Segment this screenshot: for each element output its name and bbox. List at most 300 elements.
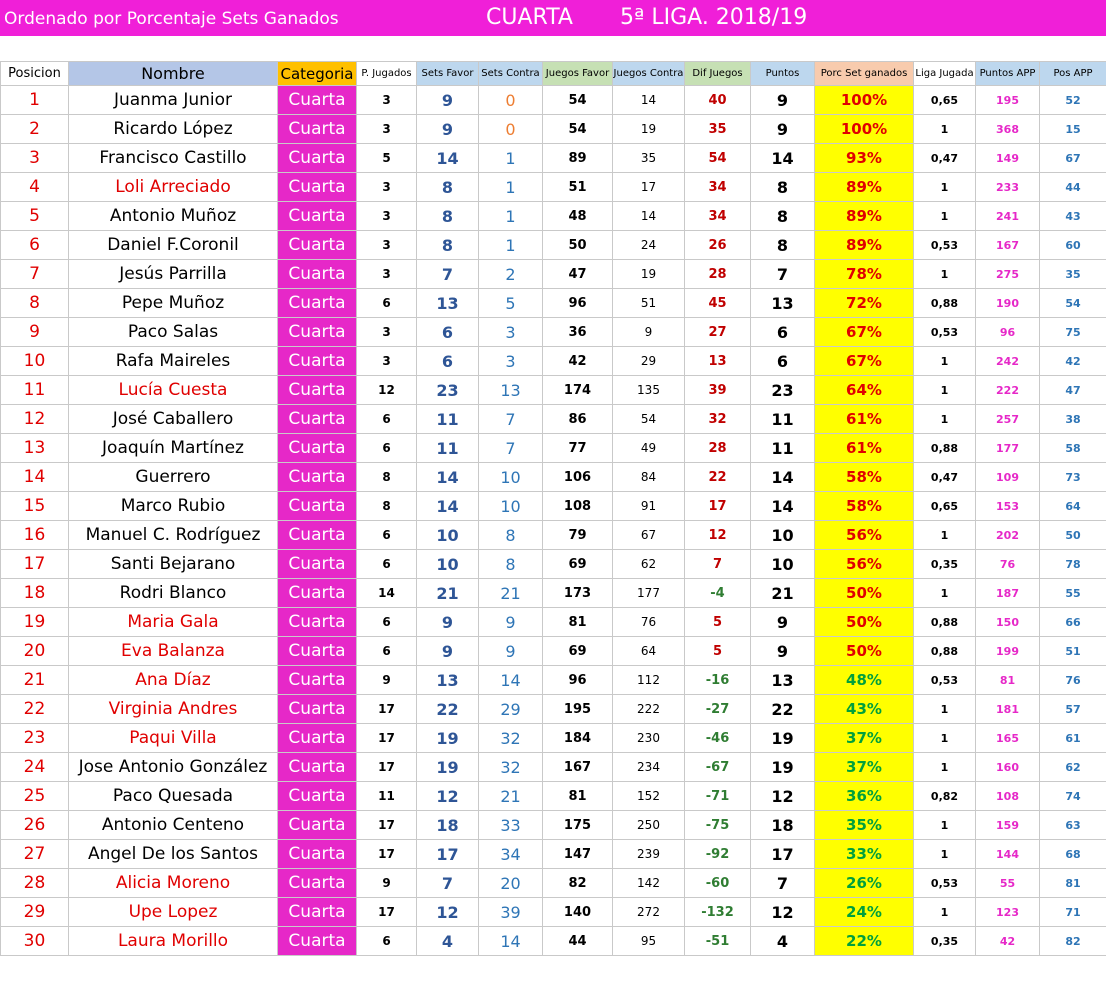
- cell-sets-favor: 9: [417, 637, 479, 666]
- cell-nombre: Paco Salas: [69, 318, 278, 347]
- cell-juegos-contra: 64: [613, 637, 685, 666]
- table-row: [1, 608, 1106, 637]
- cell-puntos: 8: [751, 231, 815, 260]
- cell-posicion: 22: [1, 695, 69, 724]
- cell-nombre: Rafa Maireles: [69, 347, 278, 376]
- cell-posicion: 18: [1, 579, 69, 608]
- cell-liga-jugada: 1: [914, 260, 976, 289]
- cell-categoria: Cuarta: [278, 666, 357, 695]
- cell-puntos: 12: [751, 898, 815, 927]
- cell-nombre: Angel De los Santos: [69, 840, 278, 869]
- cell-categoria: Cuarta: [278, 289, 357, 318]
- cell-juegos-contra: 19: [613, 260, 685, 289]
- cell-sets-contra: 3: [479, 347, 543, 376]
- cell-dif-juegos: 45: [685, 289, 751, 318]
- table-row: [1, 898, 1106, 927]
- cell-categoria: Cuarta: [278, 724, 357, 753]
- cell-liga-jugada: 0,82: [914, 782, 976, 811]
- cell-sets-contra: 8: [479, 521, 543, 550]
- header-porc-sets-ganados[interactable]: Porc Set ganados: [815, 62, 914, 86]
- cell-liga-jugada: 1: [914, 173, 976, 202]
- cell-porc-sets-ganados: 33%: [815, 840, 914, 869]
- cell-sets-contra: 7: [479, 434, 543, 463]
- cell-puntos: 8: [751, 202, 815, 231]
- cell-porc-sets-ganados: 93%: [815, 144, 914, 173]
- cell-pos-app: 68: [1040, 840, 1106, 869]
- table-row: [1, 231, 1106, 260]
- cell-pos-app: 15: [1040, 115, 1106, 144]
- cell-porc-sets-ganados: 22%: [815, 927, 914, 956]
- cell-categoria: Cuarta: [278, 434, 357, 463]
- cell-juegos-contra: 51: [613, 289, 685, 318]
- cell-porc-sets-ganados: 89%: [815, 231, 914, 260]
- cell-partidos-jugados: 6: [357, 405, 417, 434]
- cell-posicion: 5: [1, 202, 69, 231]
- cell-sets-favor: 9: [417, 608, 479, 637]
- cell-nombre: Juanma Junior: [69, 86, 278, 115]
- table-row: [1, 637, 1106, 666]
- cell-porc-sets-ganados: 89%: [815, 202, 914, 231]
- cell-sets-favor: 18: [417, 811, 479, 840]
- cell-porc-sets-ganados: 58%: [815, 492, 914, 521]
- cell-pos-app: 62: [1040, 753, 1106, 782]
- cell-pos-app: 51: [1040, 637, 1106, 666]
- cell-puntos: 4: [751, 927, 815, 956]
- cell-sets-favor: 22: [417, 695, 479, 724]
- cell-juegos-contra: 49: [613, 434, 685, 463]
- cell-sets-contra: 8: [479, 550, 543, 579]
- cell-porc-sets-ganados: 78%: [815, 260, 914, 289]
- header-sets-favor[interactable]: Sets Favor: [417, 62, 479, 86]
- cell-sets-contra: 1: [479, 231, 543, 260]
- cell-pos-app: 66: [1040, 608, 1106, 637]
- table-row: [1, 376, 1106, 405]
- header-dif-juegos[interactable]: Dif Juegos: [685, 62, 751, 86]
- header-liga-jugada[interactable]: Liga Jugada: [914, 62, 976, 86]
- cell-nombre: Laura Morillo: [69, 927, 278, 956]
- table-row: [1, 782, 1106, 811]
- cell-juegos-favor: 174: [543, 376, 613, 405]
- cell-juegos-favor: 167: [543, 753, 613, 782]
- cell-posicion: 2: [1, 115, 69, 144]
- cell-puntos-app: 153: [976, 492, 1040, 521]
- cell-dif-juegos: 22: [685, 463, 751, 492]
- cell-sets-contra: 1: [479, 202, 543, 231]
- cell-juegos-contra: 95: [613, 927, 685, 956]
- cell-juegos-favor: 54: [543, 86, 613, 115]
- cell-nombre: Antonio Muñoz: [69, 202, 278, 231]
- cell-partidos-jugados: 6: [357, 434, 417, 463]
- table-row: [1, 434, 1106, 463]
- cell-nombre: Manuel C. Rodríguez: [69, 521, 278, 550]
- cell-sets-favor: 11: [417, 405, 479, 434]
- cell-partidos-jugados: 3: [357, 86, 417, 115]
- cell-posicion: 7: [1, 260, 69, 289]
- cell-puntos: 7: [751, 869, 815, 898]
- cell-nombre: Pepe Muñoz: [69, 289, 278, 318]
- cell-posicion: 27: [1, 840, 69, 869]
- cell-nombre: Daniel F.Coronil: [69, 231, 278, 260]
- cell-juegos-favor: 96: [543, 289, 613, 318]
- cell-pos-app: 60: [1040, 231, 1106, 260]
- cell-liga-jugada: 0,53: [914, 666, 976, 695]
- cell-dif-juegos: 40: [685, 86, 751, 115]
- cell-partidos-jugados: 3: [357, 318, 417, 347]
- table-row: [1, 579, 1106, 608]
- table-row: [1, 463, 1106, 492]
- cell-categoria: Cuarta: [278, 318, 357, 347]
- cell-porc-sets-ganados: 24%: [815, 898, 914, 927]
- cell-puntos: 23: [751, 376, 815, 405]
- cell-dif-juegos: 34: [685, 202, 751, 231]
- cell-dif-juegos: -71: [685, 782, 751, 811]
- cell-puntos-app: 81: [976, 666, 1040, 695]
- cell-puntos: 9: [751, 608, 815, 637]
- cell-juegos-favor: 81: [543, 782, 613, 811]
- cell-juegos-contra: 35: [613, 144, 685, 173]
- cell-partidos-jugados: 17: [357, 753, 417, 782]
- cell-partidos-jugados: 14: [357, 579, 417, 608]
- cell-categoria: Cuarta: [278, 898, 357, 927]
- cell-posicion: 6: [1, 231, 69, 260]
- cell-juegos-contra: 19: [613, 115, 685, 144]
- cell-dif-juegos: 28: [685, 260, 751, 289]
- cell-sets-contra: 10: [479, 463, 543, 492]
- cell-pos-app: 64: [1040, 492, 1106, 521]
- cell-categoria: Cuarta: [278, 260, 357, 289]
- cell-sets-contra: 5: [479, 289, 543, 318]
- cell-dif-juegos: -67: [685, 753, 751, 782]
- cell-sets-contra: 32: [479, 724, 543, 753]
- cell-juegos-contra: 152: [613, 782, 685, 811]
- cell-juegos-contra: 250: [613, 811, 685, 840]
- cell-posicion: 13: [1, 434, 69, 463]
- cell-pos-app: 54: [1040, 289, 1106, 318]
- cell-juegos-contra: 17: [613, 173, 685, 202]
- cell-categoria: Cuarta: [278, 521, 357, 550]
- cell-partidos-jugados: 11: [357, 782, 417, 811]
- cell-categoria: Cuarta: [278, 869, 357, 898]
- cell-puntos: 9: [751, 115, 815, 144]
- cell-nombre: Paco Quesada: [69, 782, 278, 811]
- cell-nombre: Maria Gala: [69, 608, 278, 637]
- cell-sets-contra: 39: [479, 898, 543, 927]
- cell-puntos-app: 257: [976, 405, 1040, 434]
- cell-puntos: 8: [751, 173, 815, 202]
- cell-puntos: 6: [751, 318, 815, 347]
- cell-juegos-contra: 9: [613, 318, 685, 347]
- cell-liga-jugada: 0,53: [914, 318, 976, 347]
- cell-dif-juegos: -75: [685, 811, 751, 840]
- cell-nombre: Alicia Moreno: [69, 869, 278, 898]
- cell-sets-favor: 8: [417, 231, 479, 260]
- cell-posicion: 28: [1, 869, 69, 898]
- header-nombre[interactable]: Nombre: [69, 62, 278, 86]
- standings-body: [1, 86, 1106, 956]
- cell-dif-juegos: 34: [685, 173, 751, 202]
- header-posicion[interactable]: Posicion: [1, 62, 69, 86]
- cell-liga-jugada: 0,35: [914, 550, 976, 579]
- cell-sets-favor: 17: [417, 840, 479, 869]
- header-categoria[interactable]: Categoria: [278, 62, 357, 86]
- cell-liga-jugada: 1: [914, 202, 976, 231]
- cell-posicion: 25: [1, 782, 69, 811]
- cell-sets-favor: 6: [417, 318, 479, 347]
- cell-liga-jugada: 0,88: [914, 637, 976, 666]
- cell-porc-sets-ganados: 50%: [815, 608, 914, 637]
- cell-puntos: 9: [751, 637, 815, 666]
- cell-porc-sets-ganados: 35%: [815, 811, 914, 840]
- header-sets-contra[interactable]: Sets Contra: [479, 62, 543, 86]
- cell-sets-favor: 19: [417, 753, 479, 782]
- cell-dif-juegos: 13: [685, 347, 751, 376]
- cell-posicion: 4: [1, 173, 69, 202]
- cell-liga-jugada: 0,65: [914, 86, 976, 115]
- cell-puntos-app: 195: [976, 86, 1040, 115]
- cell-juegos-favor: 77: [543, 434, 613, 463]
- cell-nombre: José Caballero: [69, 405, 278, 434]
- cell-posicion: 9: [1, 318, 69, 347]
- header-row: [1, 62, 1106, 86]
- header-juegos-favor[interactable]: Juegos Favor: [543, 62, 613, 86]
- cell-sets-contra: 3: [479, 318, 543, 347]
- cell-dif-juegos: -46: [685, 724, 751, 753]
- table-row: [1, 405, 1106, 434]
- cell-puntos-app: 181: [976, 695, 1040, 724]
- header-juegos-contra[interactable]: Juegos Contra: [613, 62, 685, 86]
- cell-posicion: 1: [1, 86, 69, 115]
- cell-puntos: 7: [751, 260, 815, 289]
- cell-sets-contra: 14: [479, 927, 543, 956]
- cell-pos-app: 76: [1040, 666, 1106, 695]
- standings-table: [0, 61, 1106, 956]
- cell-sets-contra: 33: [479, 811, 543, 840]
- cell-puntos-app: 368: [976, 115, 1040, 144]
- cell-juegos-contra: 91: [613, 492, 685, 521]
- cell-categoria: Cuarta: [278, 376, 357, 405]
- cell-juegos-favor: 108: [543, 492, 613, 521]
- cell-nombre: Eva Balanza: [69, 637, 278, 666]
- header-partidos-jugados[interactable]: P. Jugados: [357, 62, 417, 86]
- header-pos-app[interactable]: Pos APP: [1040, 62, 1106, 86]
- cell-categoria: Cuarta: [278, 811, 357, 840]
- cell-partidos-jugados: 3: [357, 260, 417, 289]
- cell-liga-jugada: 0,65: [914, 492, 976, 521]
- cell-dif-juegos: -51: [685, 927, 751, 956]
- table-row: [1, 695, 1106, 724]
- cell-puntos-app: 233: [976, 173, 1040, 202]
- cell-liga-jugada: 1: [914, 405, 976, 434]
- cell-juegos-contra: 239: [613, 840, 685, 869]
- cell-sets-favor: 13: [417, 289, 479, 318]
- cell-porc-sets-ganados: 37%: [815, 724, 914, 753]
- cell-categoria: Cuarta: [278, 608, 357, 637]
- cell-juegos-favor: 48: [543, 202, 613, 231]
- cell-nombre: Francisco Castillo: [69, 144, 278, 173]
- cell-dif-juegos: 28: [685, 434, 751, 463]
- cell-juegos-favor: 69: [543, 550, 613, 579]
- cell-dif-juegos: 26: [685, 231, 751, 260]
- cell-liga-jugada: 1: [914, 347, 976, 376]
- cell-pos-app: 44: [1040, 173, 1106, 202]
- cell-porc-sets-ganados: 72%: [815, 289, 914, 318]
- table-row: [1, 202, 1106, 231]
- cell-nombre: Santi Bejarano: [69, 550, 278, 579]
- cell-porc-sets-ganados: 48%: [815, 666, 914, 695]
- cell-posicion: 15: [1, 492, 69, 521]
- cell-dif-juegos: 39: [685, 376, 751, 405]
- cell-partidos-jugados: 3: [357, 173, 417, 202]
- cell-partidos-jugados: 6: [357, 289, 417, 318]
- table-row: [1, 666, 1106, 695]
- cell-porc-sets-ganados: 58%: [815, 463, 914, 492]
- table-row: [1, 115, 1106, 144]
- cell-sets-contra: 13: [479, 376, 543, 405]
- cell-pos-app: 52: [1040, 86, 1106, 115]
- cell-puntos-app: 242: [976, 347, 1040, 376]
- cell-liga-jugada: 1: [914, 724, 976, 753]
- cell-liga-jugada: 1: [914, 811, 976, 840]
- cell-sets-favor: 8: [417, 173, 479, 202]
- cell-juegos-contra: 24: [613, 231, 685, 260]
- cell-partidos-jugados: 5: [357, 144, 417, 173]
- cell-partidos-jugados: 17: [357, 724, 417, 753]
- league-title: 5ª LIGA. 2018/19: [620, 5, 808, 30]
- cell-porc-sets-ganados: 64%: [815, 376, 914, 405]
- cell-dif-juegos: 5: [685, 637, 751, 666]
- cell-sets-favor: 14: [417, 463, 479, 492]
- cell-juegos-contra: 67: [613, 521, 685, 550]
- cell-puntos-app: 144: [976, 840, 1040, 869]
- cell-porc-sets-ganados: 100%: [815, 115, 914, 144]
- cell-nombre: Guerrero: [69, 463, 278, 492]
- cell-porc-sets-ganados: 89%: [815, 173, 914, 202]
- cell-puntos-app: 150: [976, 608, 1040, 637]
- table-row: [1, 173, 1106, 202]
- cell-posicion: 11: [1, 376, 69, 405]
- cell-puntos-app: 275: [976, 260, 1040, 289]
- cell-juegos-favor: 140: [543, 898, 613, 927]
- table-row: [1, 724, 1106, 753]
- cell-liga-jugada: 1: [914, 376, 976, 405]
- cell-pos-app: 55: [1040, 579, 1106, 608]
- cell-puntos: 17: [751, 840, 815, 869]
- cell-sets-favor: 8: [417, 202, 479, 231]
- cell-categoria: Cuarta: [278, 840, 357, 869]
- cell-categoria: Cuarta: [278, 202, 357, 231]
- cell-sets-contra: 0: [479, 86, 543, 115]
- cell-juegos-contra: 272: [613, 898, 685, 927]
- header-puntos[interactable]: Puntos: [751, 62, 815, 86]
- cell-nombre: Marco Rubio: [69, 492, 278, 521]
- header-puntos-app[interactable]: Puntos APP: [976, 62, 1040, 86]
- cell-sets-favor: 13: [417, 666, 479, 695]
- cell-juegos-favor: 42: [543, 347, 613, 376]
- cell-juegos-favor: 69: [543, 637, 613, 666]
- cell-puntos: 19: [751, 724, 815, 753]
- cell-sets-favor: 7: [417, 869, 479, 898]
- cell-liga-jugada: 0,53: [914, 869, 976, 898]
- cell-sets-contra: 7: [479, 405, 543, 434]
- cell-categoria: Cuarta: [278, 115, 357, 144]
- cell-juegos-contra: 142: [613, 869, 685, 898]
- table-row: [1, 840, 1106, 869]
- cell-juegos-favor: 106: [543, 463, 613, 492]
- cell-liga-jugada: 0,35: [914, 927, 976, 956]
- cell-puntos-app: 109: [976, 463, 1040, 492]
- cell-pos-app: 67: [1040, 144, 1106, 173]
- cell-juegos-contra: 76: [613, 608, 685, 637]
- cell-sets-favor: 4: [417, 927, 479, 956]
- cell-puntos: 6: [751, 347, 815, 376]
- cell-puntos: 19: [751, 753, 815, 782]
- cell-posicion: 26: [1, 811, 69, 840]
- cell-partidos-jugados: 3: [357, 347, 417, 376]
- cell-sets-contra: 10: [479, 492, 543, 521]
- cell-posicion: 12: [1, 405, 69, 434]
- cell-dif-juegos: -60: [685, 869, 751, 898]
- cell-juegos-contra: 112: [613, 666, 685, 695]
- table-row: [1, 753, 1106, 782]
- cell-porc-sets-ganados: 56%: [815, 550, 914, 579]
- cell-juegos-contra: 135: [613, 376, 685, 405]
- cell-partidos-jugados: 6: [357, 521, 417, 550]
- cell-dif-juegos: 32: [685, 405, 751, 434]
- cell-liga-jugada: 0,88: [914, 608, 976, 637]
- cell-juegos-favor: 79: [543, 521, 613, 550]
- cell-categoria: Cuarta: [278, 231, 357, 260]
- cell-posicion: 14: [1, 463, 69, 492]
- cell-partidos-jugados: 6: [357, 608, 417, 637]
- cell-sets-favor: 6: [417, 347, 479, 376]
- table-row: [1, 347, 1106, 376]
- cell-dif-juegos: 7: [685, 550, 751, 579]
- cell-puntos-app: 187: [976, 579, 1040, 608]
- cell-pos-app: 43: [1040, 202, 1106, 231]
- cell-posicion: 30: [1, 927, 69, 956]
- cell-pos-app: 63: [1040, 811, 1106, 840]
- cell-liga-jugada: 0,88: [914, 289, 976, 318]
- table-row: [1, 927, 1106, 956]
- table-row: [1, 492, 1106, 521]
- cell-nombre: Ricardo López: [69, 115, 278, 144]
- cell-nombre: Rodri Blanco: [69, 579, 278, 608]
- cell-categoria: Cuarta: [278, 463, 357, 492]
- cell-juegos-favor: 89: [543, 144, 613, 173]
- cell-puntos-app: 177: [976, 434, 1040, 463]
- cell-juegos-contra: 222: [613, 695, 685, 724]
- cell-pos-app: 73: [1040, 463, 1106, 492]
- cell-sets-contra: 1: [479, 173, 543, 202]
- table-row: [1, 550, 1106, 579]
- cell-juegos-favor: 50: [543, 231, 613, 260]
- cell-liga-jugada: 1: [914, 898, 976, 927]
- cell-pos-app: 75: [1040, 318, 1106, 347]
- cell-partidos-jugados: 17: [357, 840, 417, 869]
- cell-nombre: Loli Arreciado: [69, 173, 278, 202]
- cell-liga-jugada: 1: [914, 579, 976, 608]
- category-title: CUARTA: [486, 5, 573, 30]
- cell-dif-juegos: -132: [685, 898, 751, 927]
- cell-pos-app: 61: [1040, 724, 1106, 753]
- cell-pos-app: 50: [1040, 521, 1106, 550]
- cell-juegos-favor: 36: [543, 318, 613, 347]
- cell-nombre: Paqui Villa: [69, 724, 278, 753]
- sort-subtitle: Ordenado por Porcentaje Sets Ganados: [4, 9, 339, 29]
- cell-categoria: Cuarta: [278, 782, 357, 811]
- cell-juegos-favor: 184: [543, 724, 613, 753]
- cell-juegos-favor: 44: [543, 927, 613, 956]
